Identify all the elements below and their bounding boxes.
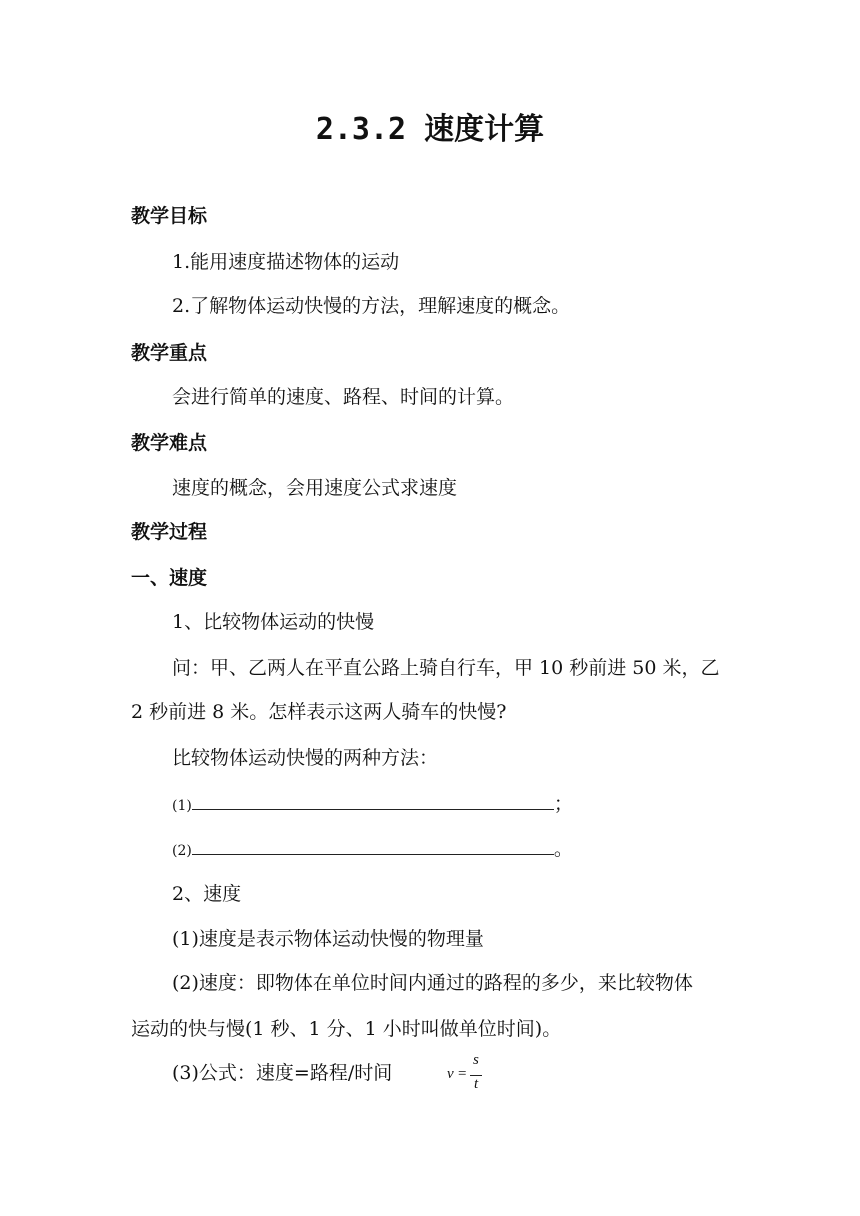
formula-text: (3)公式：速度=路程/时间 <box>172 1062 393 1084</box>
difficult-heading: 教学难点 <box>131 432 208 454</box>
blank-2-label: (2) <box>172 843 192 859</box>
process-heading: 教学过程 <box>131 521 208 543</box>
question-line-1: 问：甲、乙两人在平直公路上骑自行车，甲 10 秒前进 50 米，乙 <box>172 657 720 679</box>
formula-denominator: t <box>474 1076 479 1092</box>
part1-heading: 一、速度 <box>131 567 208 589</box>
blank-1-line <box>192 793 554 810</box>
definition-1: (1)速度是表示物体运动快慢的物理量 <box>172 928 484 950</box>
formula-equals: = <box>458 1066 467 1082</box>
methods-intro: 比较物体运动快慢的两种方法： <box>172 747 439 769</box>
page-title: 2.3.2 速度计算 <box>315 112 545 147</box>
formula-v: v <box>447 1066 454 1082</box>
question-line-2: 2 秒前进 8 米。怎样表示这两人骑车的快慢? <box>131 701 507 723</box>
blank-1-label: (1) <box>172 798 192 814</box>
goals-heading: 教学目标 <box>131 205 208 227</box>
difficult-text: 速度的概念，会用速度公式求速度 <box>172 477 458 499</box>
formula-numerator: s <box>473 1052 479 1068</box>
item-1: 1、比较物体运动的快慢 <box>172 611 375 633</box>
blank-1 <box>172 790 573 820</box>
key-heading: 教学重点 <box>131 342 208 364</box>
item-2: 2、速度 <box>172 883 242 905</box>
definition-2-line-2: 运动的快与慢(1 秒、1 分、1 小时叫做单位时间)。 <box>131 1018 562 1040</box>
definition-2-line-1: (2)速度：即物体在单位时间内通过的路程的多少，来比较物体 <box>172 972 693 994</box>
blank-2 <box>172 835 573 865</box>
blank-2-line <box>192 838 554 855</box>
goal-1: 1.能用速度描述物体的运动 <box>172 251 400 273</box>
blank-2-end: 。 <box>553 838 573 860</box>
goal-2: 2.了解物体运动快慢的方法，理解速度的概念。 <box>172 295 571 317</box>
key-text: 会进行简单的速度、路程、时间的计算。 <box>172 386 515 408</box>
blank-1-end: ； <box>553 793 573 815</box>
